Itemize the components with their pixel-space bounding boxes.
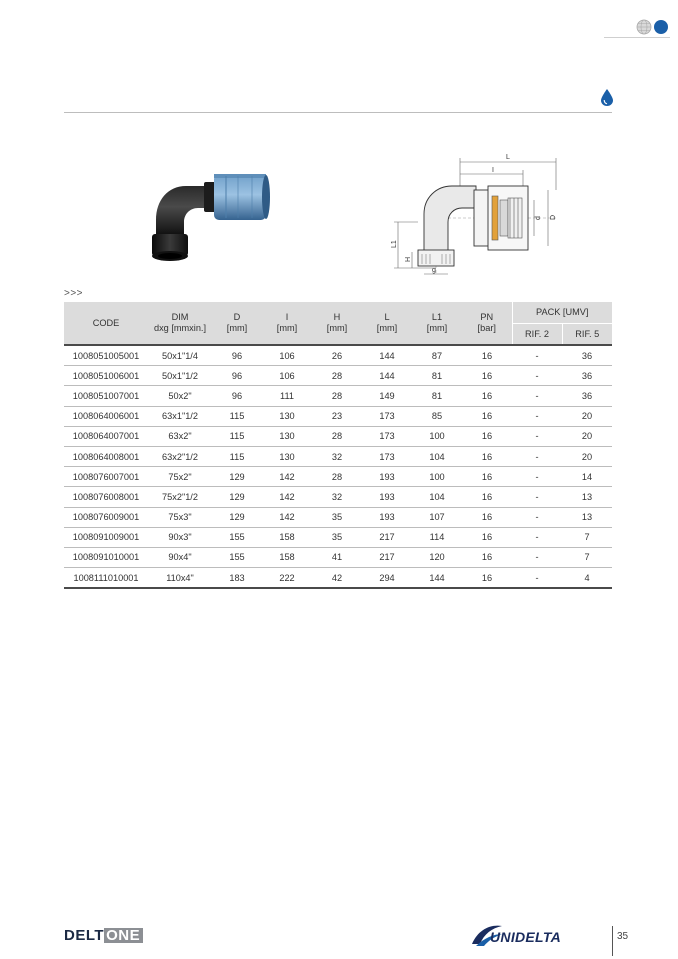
cell-pn: 16 bbox=[462, 547, 512, 567]
cell-l: 149 bbox=[362, 386, 412, 406]
cell-h: 35 bbox=[312, 527, 362, 547]
cell-pn: 16 bbox=[462, 426, 512, 446]
cell-i: 111 bbox=[262, 386, 312, 406]
cell-rif2: - bbox=[512, 568, 562, 589]
cell-dim: 50x2" bbox=[148, 386, 212, 406]
globe-icon bbox=[637, 20, 651, 34]
cell-rif5: 20 bbox=[562, 426, 612, 446]
cell-rif5: 13 bbox=[562, 507, 612, 527]
table-row bbox=[64, 487, 612, 507]
page-number: 35 bbox=[617, 931, 629, 942]
cell-h: 32 bbox=[312, 446, 362, 466]
table-row bbox=[64, 507, 612, 527]
cell-dim: 90x3" bbox=[148, 527, 212, 547]
cell-l: 294 bbox=[362, 568, 412, 589]
col-header-code: CODE bbox=[64, 302, 148, 345]
cell-dim: 90x4" bbox=[148, 547, 212, 567]
header-rule bbox=[64, 112, 612, 113]
drawing-label-D: D bbox=[550, 214, 557, 220]
cell-l: 217 bbox=[362, 527, 412, 547]
cell-l: 193 bbox=[362, 487, 412, 507]
table-row bbox=[64, 467, 612, 487]
col-header-h: H [mm] bbox=[312, 302, 362, 345]
cell-d: 115 bbox=[212, 446, 262, 466]
col-header-l: L [mm] bbox=[362, 302, 412, 345]
cell-i: 106 bbox=[262, 345, 312, 366]
cell-d: 96 bbox=[212, 366, 262, 386]
cell-code: 1008091009001 bbox=[64, 527, 148, 547]
cell-i: 130 bbox=[262, 446, 312, 466]
cell-d: 183 bbox=[212, 568, 262, 589]
cell-dim: 50x1"1/2 bbox=[148, 366, 212, 386]
cell-pn: 16 bbox=[462, 446, 512, 466]
col-header-dim: DIM dxg [mmxin.] bbox=[148, 302, 212, 345]
cell-pn: 16 bbox=[462, 406, 512, 426]
cell-h: 35 bbox=[312, 507, 362, 527]
cell-d: 129 bbox=[212, 487, 262, 507]
cell-l: 144 bbox=[362, 345, 412, 366]
cell-code: 1008064006001 bbox=[64, 406, 148, 426]
product-photo bbox=[148, 168, 274, 286]
cell-pn: 16 bbox=[462, 507, 512, 527]
table-row bbox=[64, 406, 612, 426]
cell-l1: 104 bbox=[412, 487, 462, 507]
drawing-label-g: g bbox=[432, 267, 436, 274]
cell-rif5: 36 bbox=[562, 386, 612, 406]
cell-dim: 63x1"1/2 bbox=[148, 406, 212, 426]
drawing-label-L1: L1 bbox=[391, 240, 398, 248]
cell-dim: 75x2" bbox=[148, 467, 212, 487]
cell-rif5: 13 bbox=[562, 487, 612, 507]
cell-h: 42 bbox=[312, 568, 362, 589]
cell-code: 1008111010001 bbox=[64, 568, 148, 589]
cell-code: 1008091010001 bbox=[64, 547, 148, 567]
cell-pn: 16 bbox=[462, 386, 512, 406]
cell-rif2: - bbox=[512, 527, 562, 547]
table-row bbox=[64, 386, 612, 406]
cell-h: 28 bbox=[312, 426, 362, 446]
cell-code: 1008064008001 bbox=[64, 446, 148, 466]
cell-pn: 16 bbox=[462, 568, 512, 589]
cell-code: 1008076009001 bbox=[64, 507, 148, 527]
footer-divider bbox=[612, 926, 613, 956]
cell-l: 173 bbox=[362, 426, 412, 446]
cell-h: 28 bbox=[312, 386, 362, 406]
cell-i: 130 bbox=[262, 426, 312, 446]
cell-rif2: - bbox=[512, 406, 562, 426]
cell-l1: 144 bbox=[412, 568, 462, 589]
spec-table-body bbox=[64, 345, 612, 588]
cell-dim: 63x2"1/2 bbox=[148, 446, 212, 466]
technical-drawing bbox=[388, 150, 564, 278]
cell-l1: 87 bbox=[412, 345, 462, 366]
table-row bbox=[64, 345, 612, 366]
cell-l1: 100 bbox=[412, 467, 462, 487]
spec-table bbox=[64, 302, 612, 589]
cell-code: 1008064007001 bbox=[64, 426, 148, 446]
cell-l1: 81 bbox=[412, 366, 462, 386]
drawing-label-I: I bbox=[492, 167, 494, 174]
unidelta-logo-text: UNIDELTA bbox=[490, 929, 562, 945]
col-header-pack: PACK [UMV] bbox=[512, 302, 612, 324]
cell-rif5: 36 bbox=[562, 345, 612, 366]
cell-i: 142 bbox=[262, 487, 312, 507]
cell-rif2: - bbox=[512, 386, 562, 406]
top-icons bbox=[636, 18, 670, 36]
cell-rif2: - bbox=[512, 487, 562, 507]
cell-l1: 81 bbox=[412, 386, 462, 406]
drawing-label-L: L bbox=[506, 154, 510, 161]
cell-pn: 16 bbox=[462, 345, 512, 366]
cell-l1: 100 bbox=[412, 426, 462, 446]
cell-code: 1008051006001 bbox=[64, 366, 148, 386]
cell-rif2: - bbox=[512, 446, 562, 466]
cell-l1: 107 bbox=[412, 507, 462, 527]
table-row bbox=[64, 446, 612, 466]
cell-rif2: - bbox=[512, 467, 562, 487]
cell-code: 1008076007001 bbox=[64, 467, 148, 487]
col-header-rif5: RIF. 5 bbox=[562, 324, 612, 346]
cell-rif2: - bbox=[512, 366, 562, 386]
cell-l1: 120 bbox=[412, 547, 462, 567]
cell-pn: 16 bbox=[462, 366, 512, 386]
table-row bbox=[64, 568, 612, 589]
cell-rif2: - bbox=[512, 426, 562, 446]
cell-h: 28 bbox=[312, 467, 362, 487]
blue-dot-icon bbox=[654, 20, 668, 34]
cell-l: 173 bbox=[362, 446, 412, 466]
cell-i: 142 bbox=[262, 507, 312, 527]
cell-i: 222 bbox=[262, 568, 312, 589]
cell-rif5: 14 bbox=[562, 467, 612, 487]
cell-i: 130 bbox=[262, 406, 312, 426]
cell-d: 129 bbox=[212, 507, 262, 527]
cell-d: 129 bbox=[212, 467, 262, 487]
cell-d: 96 bbox=[212, 345, 262, 366]
cell-l1: 104 bbox=[412, 446, 462, 466]
cell-l: 144 bbox=[362, 366, 412, 386]
cell-l1: 114 bbox=[412, 527, 462, 547]
cell-rif5: 7 bbox=[562, 547, 612, 567]
cell-h: 26 bbox=[312, 345, 362, 366]
cell-l: 173 bbox=[362, 406, 412, 426]
col-header-rif2: RIF. 2 bbox=[512, 324, 562, 346]
cell-h: 28 bbox=[312, 366, 362, 386]
table-row bbox=[64, 366, 612, 386]
cell-l: 193 bbox=[362, 507, 412, 527]
cell-h: 23 bbox=[312, 406, 362, 426]
cell-rif2: - bbox=[512, 345, 562, 366]
cell-rif5: 20 bbox=[562, 446, 612, 466]
cell-rif5: 7 bbox=[562, 527, 612, 547]
cell-l: 217 bbox=[362, 547, 412, 567]
cell-code: 1008051005001 bbox=[64, 345, 148, 366]
cell-dim: 75x3" bbox=[148, 507, 212, 527]
drawing-label-d: d bbox=[535, 216, 542, 220]
cell-dim: 75x2"1/2 bbox=[148, 487, 212, 507]
cell-i: 106 bbox=[262, 366, 312, 386]
table-row bbox=[64, 527, 612, 547]
cell-dim: 50x1"1/4 bbox=[148, 345, 212, 366]
cell-d: 155 bbox=[212, 547, 262, 567]
cell-rif2: - bbox=[512, 547, 562, 567]
water-drop-icon bbox=[601, 89, 613, 106]
cell-dim: 63x2" bbox=[148, 426, 212, 446]
cell-l1: 85 bbox=[412, 406, 462, 426]
section-marker: >>> bbox=[64, 288, 84, 299]
cell-rif5: 4 bbox=[562, 568, 612, 589]
cell-l: 193 bbox=[362, 467, 412, 487]
cell-pn: 16 bbox=[462, 487, 512, 507]
cell-rif2: - bbox=[512, 507, 562, 527]
table-row bbox=[64, 426, 612, 446]
top-divider bbox=[604, 37, 670, 38]
cell-code: 1008051007001 bbox=[64, 386, 148, 406]
cell-d: 96 bbox=[212, 386, 262, 406]
cell-rif5: 36 bbox=[562, 366, 612, 386]
cell-rif5: 20 bbox=[562, 406, 612, 426]
cell-i: 158 bbox=[262, 527, 312, 547]
cell-d: 155 bbox=[212, 527, 262, 547]
cell-d: 115 bbox=[212, 406, 262, 426]
col-header-l1: L1 [mm] bbox=[412, 302, 462, 345]
table-row bbox=[64, 547, 612, 567]
cell-d: 115 bbox=[212, 426, 262, 446]
cell-i: 142 bbox=[262, 467, 312, 487]
drawing-label-H: H bbox=[405, 256, 412, 262]
col-header-d: D [mm] bbox=[212, 302, 262, 345]
cell-pn: 16 bbox=[462, 467, 512, 487]
cell-dim: 110x4" bbox=[148, 568, 212, 589]
cell-code: 1008076008001 bbox=[64, 487, 148, 507]
cell-pn: 16 bbox=[462, 527, 512, 547]
col-header-pn: PN [bar] bbox=[462, 302, 512, 345]
cell-h: 41 bbox=[312, 547, 362, 567]
cell-i: 158 bbox=[262, 547, 312, 567]
cell-h: 32 bbox=[312, 487, 362, 507]
col-header-i: I [mm] bbox=[262, 302, 312, 345]
deltone-logo: DELT ONE bbox=[64, 927, 143, 944]
